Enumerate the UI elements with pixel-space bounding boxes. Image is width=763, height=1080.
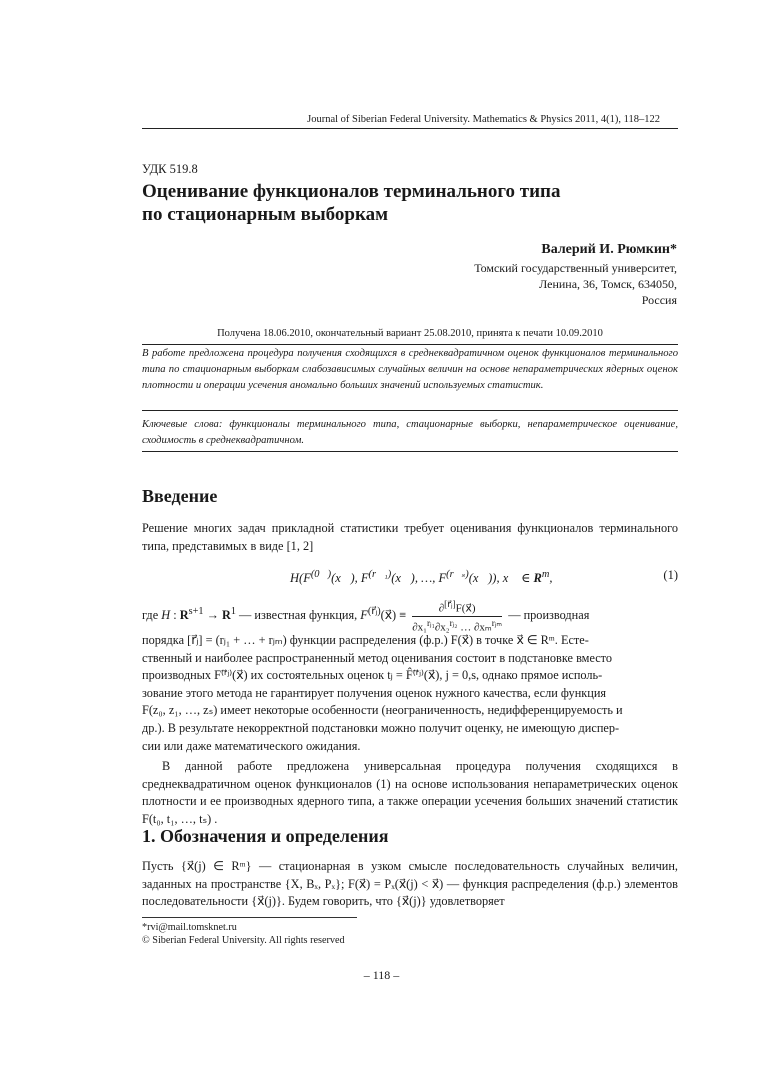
abstract: В работе предложена процедура получения сходящихся в среднеквадратичном оценок функционалов терминального типа по стационарным выборкам слабозависимых случайных величин на основе непараметрических ядерных оценок плотности и операции усечения аномально больших значений используемых статистик.: [142, 348, 678, 391]
author-block: [474, 240, 677, 308]
abstract-bottom-rule: [142, 410, 678, 411]
running-head: Journal of Siberian Federal University. Mathematics & Physics 2011, 4(1), 118–122: [307, 114, 660, 125]
equation-1-body: $H(F^{(0⃗)}(x⃗)$, $F^{(r⃗_1)}(x⃗)$, …, $F^{(r⃗_s)}(x⃗)$), x⃗ ∈ $R^m$,: [290, 569, 553, 586]
intro-p2-line: производных F⁽ʳ⃗ʲ⁾(x⃗) их состоятельных оценок tⱼ = F̂⁽ʳ⃗ʲ⁾(x⃗), j = 0,s, однако прямое исполь-: [142, 668, 603, 683]
keywords: Ключевые слова: функционалы терминального типа, стационарные выборки, непараметрическое оценивание, сходимость в среднеквадратичном.: [142, 419, 678, 446]
intro-paragraph-3: В данной работе предложена универсальная процедура получения сходящихся в среднеквадратичном оценок функционалов (1) на основе использования непараметрических оценок плотности и ее производных ядерного типа, а также операции усечения больших значений статистик F(t₀, t₁, …, tₛ) .: [142, 759, 678, 826]
intro-p2-line: F(z₀, z₁, …, zₛ) имеет некоторые особенности (неограниченность, недифференцируемость и: [142, 703, 623, 718]
section-1-paragraph: Пусть {x⃗(j) ∈ Rᵐ} — стационарная в узком смысле последовательность случайных величин, заданных на пространстве {X, Bₓ, Pₓ}; F(x⃗) = Pₓ(x⃗(j) < x⃗) — функция распределения (ф.р.) элементов последовательности {x⃗(j)}. Будем говорить, что {x⃗(j)} удовлетворяет: [142, 859, 678, 909]
intro-p2-line: зование этого метода не гарантирует получения оценок нужного качества, если функция: [142, 685, 607, 700]
intro-p2-line: сии или даже математического ожидания.: [142, 738, 361, 753]
author-name: Валерий И. Рюмкин*: [541, 242, 677, 257]
equation-1: [142, 568, 678, 588]
intro-heading: Введение: [142, 486, 218, 506]
intro-p2-line: порядка [r⃗ⱼ] = (rⱼ₁ + … + rⱼₘ) функции распределения (ф.р.) F(x⃗) в точке x⃗ ∈ Rᵐ. Есте-: [142, 633, 589, 647]
affiliation-line-2: Ленина, 36, Томск, 634050,: [539, 277, 677, 291]
affiliation-line-3: Россия: [641, 293, 677, 307]
keywords-bottom-rule: [142, 451, 678, 452]
affiliation-line-1: Томский государственный университет,: [474, 261, 677, 275]
intro-paragraph-1: Решение многих задач прикладной статистики требует оценивания функционалов терминального типа, представимых в виде [1, 2]: [142, 521, 678, 553]
intro-p2-line: ственный и наиболее распространенный метод оценивания состоит в подстановке вместо: [142, 650, 613, 665]
footnote-copyright: © Siberian Federal University. All rights reserved: [142, 935, 345, 946]
section-1-heading: 1. Обозначения и определения: [142, 826, 389, 846]
footnote-rule: [142, 917, 357, 918]
udc-code: УДК 519.8: [142, 162, 198, 176]
article-title: [142, 180, 662, 226]
equation-1-number: (1): [663, 568, 678, 582]
intro-p2-line: др.). В результате некорректной подстановки можно получит оценку, не имеющую диспер-: [142, 720, 620, 735]
abstract-top-rule: [142, 344, 678, 345]
title-line-2: по стационарным выборкам: [142, 204, 389, 225]
footnote-email: *rvi@mail.tomsknet.ru: [142, 922, 237, 933]
received-dates: Получена 18.06.2010, окончательный вариант 25.08.2010, принята к печати 10.09.2010: [217, 328, 603, 339]
intro-paragraph-2: [142, 632, 678, 755]
title-line-1: Оценивание функционалов терминального типа: [142, 181, 561, 202]
page-number: – 118 –: [363, 968, 400, 982]
header-rule: [142, 128, 678, 129]
derivative-fraction: $\frac{\partial^{[r⃗ⱼ]}F(x⃗)}{\partial x_1^{rⱼ_1}\partial x_2^{rⱼ_2} \dots \partial x_m^{rⱼ_m}}$: [412, 599, 503, 634]
definition-line: где H : $R^{s+1} \to R^1$ — известная функция, $F^{(r⃗ⱼ)}(x⃗)$ ≡ $\frac{\partial^{[r⃗ⱼ]}F(x⃗)}{\partial x_1^{rⱼ_1}\partial x_2^{rⱼ_2} \dots \partial x_m^{rⱼ_m}}$ — производная: [142, 599, 590, 634]
